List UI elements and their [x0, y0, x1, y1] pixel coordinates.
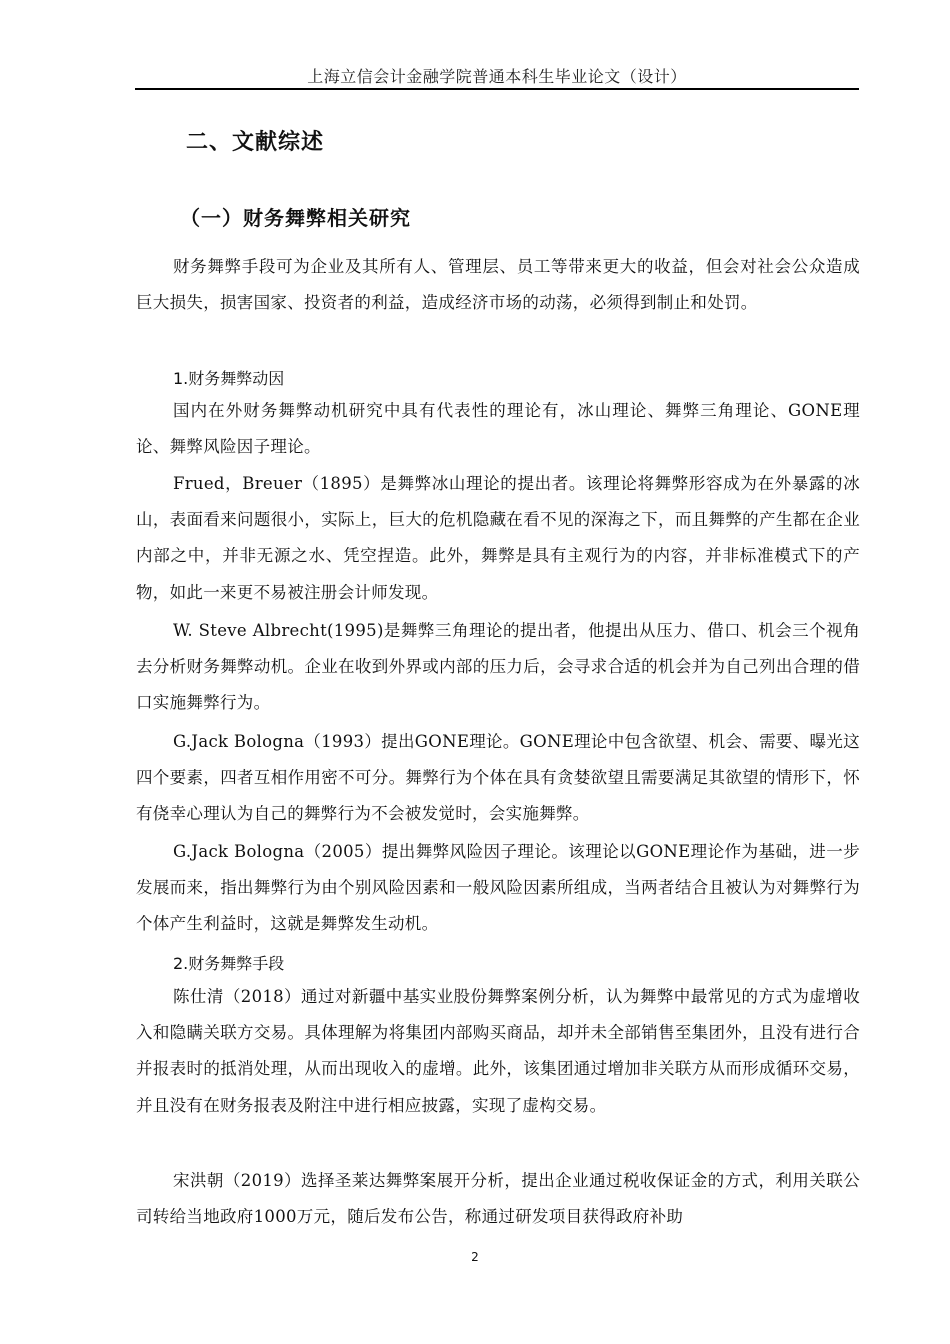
heading-fraud-means: 2.财务舞弊手段	[173, 954, 285, 973]
subsection-heading: （一）财务舞弊相关研究	[180, 206, 411, 230]
paragraph-song-case: 宋洪朝（2019）选择圣莱达舞弊案展开分析，提出企业通过税收保证金的方式，利用关联公司转给当地政府1000万元，随后发布公告，称通过研发项目获得政府补助	[136, 1171, 860, 1227]
page-number: 2	[471, 1250, 479, 1264]
paragraph-gone-theory: G.Jack Bologna（1993）提出GONE理论。GONE理论中包含欲望、机会、需要、曝光这四个要素，四者互相作用密不可分。舞弊行为个体在具有贪婪欲望且需要满足其欲望的情形下，怀有侥幸心理认为自己的舞弊行为不会被发觉时，会实施舞弊。	[136, 732, 860, 824]
paragraph-risk-factor-theory: G.Jack Bologna（2005）提出舞弊风险因子理论。该理论以GONE理论作为基础，进一步发展而来，指出舞弊行为由个别风险因素和一般风险因素所组成，当两者结合且被认为对舞弊行为个体产生利益时，这就是舞弊发生动机。	[136, 842, 860, 934]
paragraph-theories: 国内在外财务舞弊动机研究中具有代表性的理论有，冰山理论、舞弊三角理论、GONE理论、舞弊风险因子理论。	[136, 401, 860, 457]
paragraph-fraud-triangle: W. Steve Albrecht(1995)是舞弊三角理论的提出者，他提出从压力、借口、机会三个视角去分析财务舞弊动机。企业在收到外界或内部的压力后，会寻求合适的机会并为自己列出合理的借口实施舞弊行为。	[136, 621, 860, 713]
page-header: 上海立信会计金融学院普通本科生毕业论文（设计）	[307, 67, 687, 86]
header-divider	[135, 88, 859, 90]
paragraph-iceberg-theory: Frued，Breuer（1895）是舞弊冰山理论的提出者。该理论将舞弊形容成为在外暴露的冰山，表面看来问题很小，实际上，巨大的危机隐藏在看不见的深海之下，而且舞弊的产生都在企业内部之中，并非无源之水、凭空捏造。此外，舞弊是具有主观行为的内容，并非标准模式下的产物，如此一来更不易被注册会计师发现。	[136, 474, 860, 602]
paragraph-chen-case: 陈仕清（2018）通过对新疆中基实业股份舞弊案例分析，认为舞弊中最常见的方式为虚增收入和隐瞒关联方交易。具体理解为将集团内部购买商品，却并未全部销售至集团外，且没有进行合并报表时的抵消处理，从而出现收入的虚增。此外，该集团通过增加非关联方从而形成循环交易，并且没有在财务报表及附注中进行相应披露，实现了虚构交易。	[136, 987, 860, 1115]
section-heading: 二、文献综述	[186, 130, 325, 155]
paragraph-intro: 财务舞弊手段可为企业及其所有人、管理层、员工等带来更大的收益，但会对社会公众造成巨大损失，损害国家、投资者的利益，造成经济市场的动荡，必须得到制止和处罚。	[136, 257, 860, 313]
heading-fraud-motive: 1.财务舞弊动因	[173, 369, 285, 388]
